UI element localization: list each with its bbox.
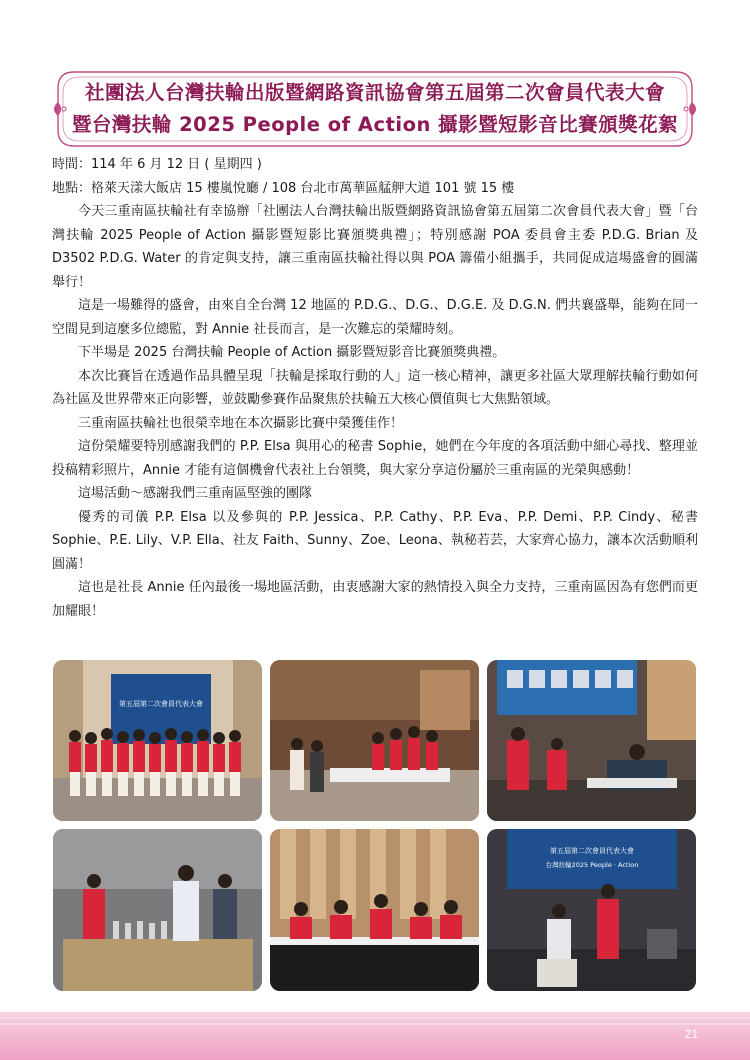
banner-text: 第五屆第二次會員代表大會	[119, 700, 203, 708]
title-line-2: 暨台灣扶輪 2025 People of Action 攝影暨短影音比賽頒獎花絮	[71, 113, 679, 136]
paragraph-1: 今天三重南區扶輪社有幸協辦「社團法人台灣扶輪出版暨網路資訊協會第五屆第二次會員代表大會」暨「台灣扶輪 2025 People of Action 攝影暨短影比賽頒獎典禮」；特別感謝 POA 委員會主委 P.D.G. Brian 及 D3502 P.D.G. Water 的肯定與支持，讓三重南區扶輪社得以與 POA 籌備小組攜手，共同促成這場盛會的圓滿舉行！	[52, 204, 698, 290]
article-body	[52, 153, 698, 623]
paragraph-2: 這是一場難得的盛會，由來自全台灣 12 地區的 P.D.G.、D.G.、D.G.E. 及 D.G.N. 們共襄盛舉，能夠在同一空間見到這麼多位總監，對 Annie 社長而言，是一次難忘的榮耀時刻。	[52, 298, 698, 337]
screen-text-line-1: 第五屆第二次會員代表大會	[550, 847, 634, 855]
paragraph-6: 這份榮耀要特別感謝我們的 P.P. Elsa 與用心的秘書 Sophie，她們在今年度的各項活動中細心尋找、整理並投稿精彩照片，Annie 才能有這個機會代表社上台領獎，與大家分享這份屬於三重南區的光榮與感動！	[52, 439, 698, 478]
title-frame	[52, 66, 698, 152]
registration-desk-photo	[270, 660, 479, 821]
paragraph-7: 這場活動～感謝我們三重南區堅強的團隊	[78, 486, 313, 501]
event-time: 時間：114 年 6 月 12 日 ( 星期四 )	[52, 157, 262, 172]
group-photo-red-jackets	[53, 660, 262, 821]
paragraph-5: 三重南區扶輪社也很榮幸地在本次攝影比賽中榮獲佳作！	[78, 415, 404, 431]
paragraph-8: 優秀的司儀 P.P. Elsa 以及參與的 P.P. Jessica、P.P. Cathy、P.P. Eva、P.P. Demi、P.P. Cindy、秘書 Sophie、P.E. Lily、V.P. Ella、社友 Faith、Sunny、Zoe、Leona、執秘若芸，大家齊心協力，讓本次活動順利圓滿！	[52, 509, 698, 572]
presenter-stage-photo	[487, 660, 696, 821]
paragraph-9: 這也是社長 Annie 任內最後一場地區活動，由衷感謝大家的熱情投入與全力支持，三重南區因為有您們而更加耀眼！	[52, 580, 698, 619]
page-number: 21	[684, 1027, 698, 1041]
title-line-1: 社團法人台灣扶輪出版暨網路資訊協會第五屆第二次會員代表大會	[84, 81, 665, 104]
event-place: 地點：格萊天漾大飯店 15 樓嵐悅廳 / 108 台北市萬華區艋舺大道 101 號 15 樓	[52, 180, 515, 196]
paragraph-3: 下半場是 2025 台灣扶輪 People of Action 攝影暨短影音比賽頒獎典禮。	[78, 345, 506, 360]
volunteers-seated-photo	[270, 829, 479, 991]
awards-table-photo	[53, 829, 262, 991]
footer-band	[0, 1012, 750, 1060]
screen-text-line-2: 台灣扶輪2025 People · Action	[545, 861, 639, 869]
award-ceremony-photo	[487, 829, 696, 991]
paragraph-4: 本次比賽旨在透過作品具體呈現「扶輪是採取行動的人」這一核心精神，讓更多社區大眾理解扶輪行動如何為社區及世界帶來正向影響，並鼓勵參賽作品聚焦於扶輪五大核心價值與七大焦點領域。	[52, 368, 698, 407]
